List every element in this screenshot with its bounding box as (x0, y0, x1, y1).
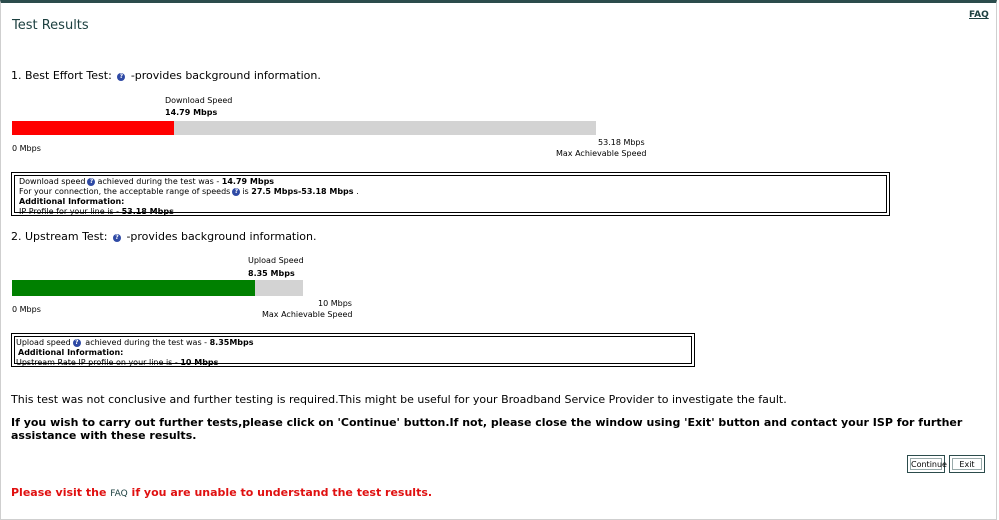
upload-speed-bar-fill (12, 280, 255, 296)
best-effort-title-row (11, 69, 321, 82)
upload-min-label: 0 Mbps (12, 305, 41, 314)
upload-speed-value: 8.35 Mbps (248, 269, 295, 278)
best-effort-title: 1. Best Effort Test: (11, 69, 112, 82)
continue-button[interactable]: Continue (907, 455, 945, 473)
upload-info-additional-heading: Additional Information: (18, 348, 124, 357)
download-max-label: Max Achievable Speed (556, 149, 647, 158)
upstream-title-row (11, 230, 317, 243)
upstream-title: 2. Upstream Test: (11, 230, 108, 243)
download-speed-bar (12, 121, 596, 135)
further-tests-instruction: If you wish to carry out further tests,please click on 'Continue' button.If not, please close the window using 'Exit' button and contact your ISP for further assistance with these results. (11, 416, 963, 442)
upload-speed-label: Upload Speed (248, 256, 304, 265)
info-icon[interactable]: ? (117, 73, 125, 81)
download-speed-bar-fill (12, 121, 174, 135)
info-icon[interactable]: ? (232, 188, 240, 196)
upload-max-label: Max Achievable Speed (262, 310, 353, 319)
download-info-additional-heading: Additional Information: (19, 197, 125, 206)
exit-button[interactable]: Exit (949, 455, 985, 473)
best-effort-title-suffix: -provides background information. (130, 69, 321, 82)
upload-speed-bar (12, 280, 303, 296)
inconclusive-message: This test was not conclusive and further testing is required.This might be useful for your Broadband Service Provider to investigate the fault. (11, 393, 787, 406)
download-min-label: 0 Mbps (12, 144, 41, 153)
download-info-line4: IP Profile for your line is - 53.18 Mbps (19, 207, 174, 216)
upstream-title-suffix: -provides background information. (126, 230, 317, 243)
upload-info-box (11, 333, 695, 367)
upload-info-line1: Upload speed ? achieved during the test was - 8.35Mbps (16, 338, 254, 347)
faq-footer-notice: Please visit the FAQ if you are unable to understand the test results. (11, 486, 433, 499)
download-speed-value: 14.79 Mbps (165, 108, 218, 117)
page-title: Test Results (12, 18, 89, 33)
download-info-line2: For your connection, the acceptable range of speeds ? is 27.5 Mbps-53.18 Mbps . (19, 187, 359, 196)
info-icon[interactable]: ? (73, 339, 81, 347)
upload-max-value: 10 Mbps (318, 299, 352, 308)
download-max-value: 53.18 Mbps (598, 138, 645, 147)
info-icon[interactable]: ? (87, 178, 95, 186)
faq-link[interactable]: FAQ (969, 10, 989, 20)
download-info-line1: Download speed ? achieved during the test was - 14.79 Mbps (19, 177, 275, 186)
footer-faq-link[interactable]: FAQ (110, 489, 128, 499)
download-speed-label: Download Speed (165, 96, 233, 105)
download-info-box (11, 172, 890, 216)
upload-info-line3: Upstream Rate IP profile on your line is - 10 Mbps (16, 358, 219, 367)
info-icon[interactable]: ? (113, 234, 121, 242)
